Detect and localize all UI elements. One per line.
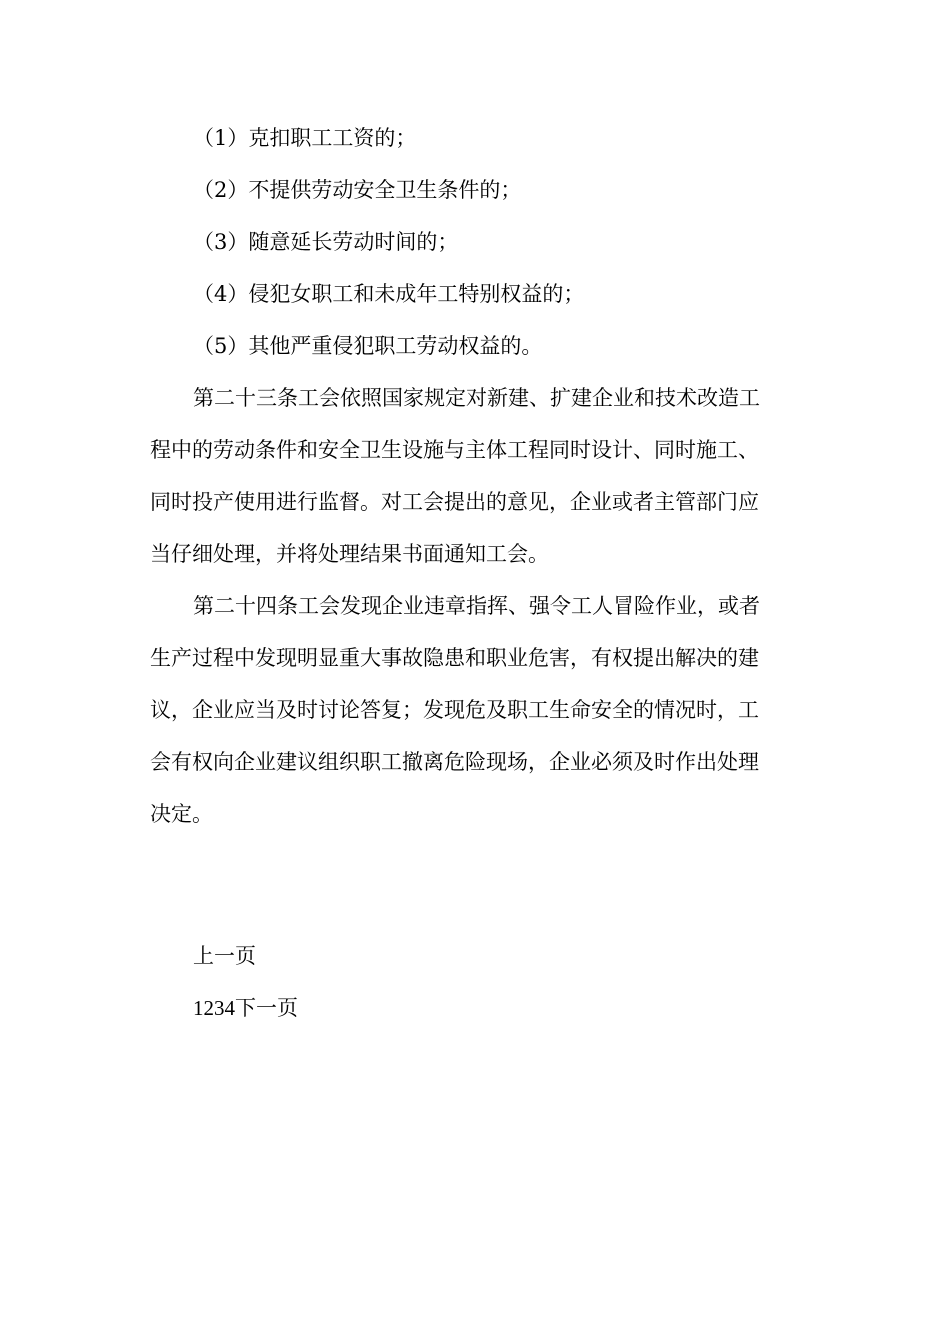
list-item: （1）克扣职工工资的； [193,126,417,150]
list-item: （4）侵犯女职工和未成年工特别权益的； [193,282,585,306]
pagination [193,930,298,1034]
article-23-paragraph [150,372,802,580]
paragraph-line: 议，企业应当及时讨论答复；发现危及职工生命安全的情况时，工 [150,698,759,722]
paragraph-line: 程中的劳动条件和安全卫生设施与主体工程同时设计、同时施工、 [150,438,759,462]
prev-page-link[interactable]: 上一页 [193,944,256,968]
list-item: （2）不提供劳动安全卫生条件的； [193,178,522,202]
article-24-paragraph [150,580,802,840]
paragraph-line: 同时投产使用进行监督。对工会提出的意见，企业或者主管部门应 [150,490,759,514]
paragraph-line: 第二十三条工会依照国家规定对新建、扩建企业和技术改造工 [193,386,760,410]
next-page-row [193,982,298,1034]
next-page-link[interactable]: 下一页 [235,996,298,1020]
paragraph-line: 会有权向企业建议组织职工撤离危险现场，企业必须及时作出处理 [150,750,759,774]
document-body [150,112,802,840]
paragraph-line: 第二十四条工会发现企业违章指挥、强令工人冒险作业，或者 [193,594,760,618]
paragraph-line: 当仔细处理，并将处理结果书面通知工会。 [150,542,549,566]
list-item: （3）随意延长劳动时间的； [193,230,459,254]
page-numbers[interactable]: 1234 [193,996,235,1020]
list-item: （5）其他严重侵犯职工劳动权益的。 [193,334,543,358]
prev-page-row [193,930,298,982]
paragraph-line: 生产过程中发现明显重大事故隐患和职业危害，有权提出解决的建 [150,646,759,670]
paragraph-line: 决定。 [150,802,213,826]
